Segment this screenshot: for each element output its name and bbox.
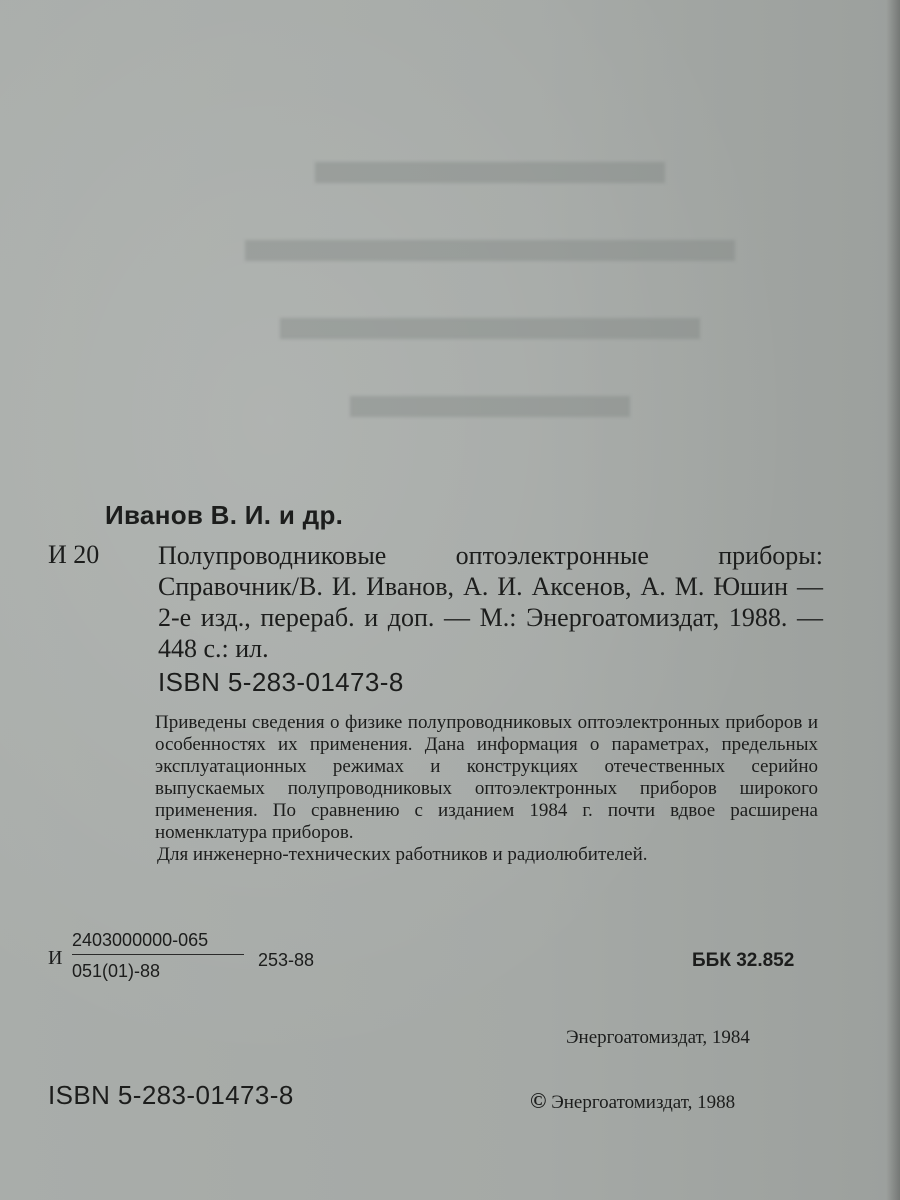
annotation [155,712,818,866]
bbk-code: ББК 32.852 [692,950,795,971]
annotation-audience: Для инженерно-технических работников и радиолюбителей. [157,844,648,865]
bibliographic-description: Полупроводниковые оптоэлектронные приборы: Справочник/В. И. Иванов, А. И. Аксенов, А. М. Юшин — 2-е изд., перераб. и доп. — М.: Энергоатомиздат, 1988. — 448 с.: ил. [158,541,823,663]
author-heading: Иванов В. И. и др. [105,500,344,530]
catalog-code: 253-88 [258,950,315,970]
reverse-side-showthrough: ▬▬▬▬▬ ▬▬▬▬▬▬▬ ▬▬▬▬▬▬ ▬▬▬▬ [245,120,735,432]
page-edge-shadow [886,0,900,1200]
isbn-footer: ISBN 5-283-01473-8 [48,1080,294,1110]
copyright-icon: © [530,1088,547,1113]
annotation-paragraph: Приведены сведения о физике полупроводниковых оптоэлектронных приборов и особенностях их применения. Дана информация о параметрах, предельных эксплуатационных режимах и конструкциях отечественных серийно выпускаемых полупроводниковых оптоэлектронных приборов широкого применения. По сравнению с изданием 1984 г. почти вдвое расширена номенклатура приборов. [155,712,818,843]
copyright-line [530,1088,735,1114]
catalog-index-letter: И [48,947,63,969]
fraction-denominator: 051(01)-88 [72,961,161,981]
fraction-numerator: 2403000000-065 [72,930,244,955]
catalog-fraction [72,930,244,982]
class-code: И 20 [48,540,100,569]
copyright-text: Энергоатомиздат, 1988 [551,1092,736,1113]
isbn-record: ISBN 5-283-01473-8 [158,667,404,697]
previous-edition-publisher: Энергоатомиздат, 1984 [566,1027,750,1048]
